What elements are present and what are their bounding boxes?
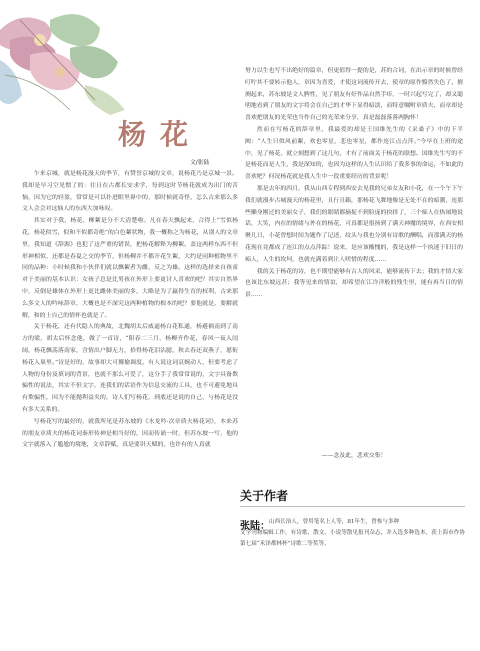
article-title: 杨花	[118, 118, 203, 151]
paragraph: 写杨花写的最好的，就我所见是苏东坡的《水龙吟·次章质夫杨花词》，本来苏的朋友章质夫的杨花词秦形传神是相当好的，因而传诵一时，但苏东坡一写，他的文字就落入了尴尬的境地，文章辞赋，真是要讲天赋的，也许有的人真就	[22, 418, 238, 449]
closing-line: ——念及此，悲欢交集！	[321, 453, 387, 459]
paragraph: 其实对于我，杨花、柳絮是分不大清楚啦。凡在春天飘起来，合得上“雪似杨花，杨花似雪，似和不似都奇绝”的白色絮状物，我一概称之为杨花，从别人的文章里，我知道《辞源》也犯了这严重的错误，把杨花解释为柳絮。盖这两样东西不但形神相似，还都是春夏之交的季节，但杨柳并不都开花生絮，大约是同种植物里不同的品种：小时候我和小伙伴们就以飘絮者为雌，反之为雄。这样的选择来自孩童对于美丽的基本认识：女孩子总是比男孩在外形上要更讨人喜欢的吧？其实自然界中，反倒是雄体在外形上更比雌体美丽的多，大略是为了赢得生育的权利，古来那么多文人的吟咏辞章，大概也是不深究这两种植物的根本的吧？要他就是，要解就解，和的上自己的情怀也就是了。	[22, 218, 238, 319]
author-bio-line2: 文学刊物编辑工作，有诗歌、散文、小说等散见报刊杂志，并入选多种选本，获上海市作协第七届“禾泽都林杯”诗歌二等奖等。	[240, 530, 465, 547]
author-name: 张陆：	[240, 521, 270, 532]
right-column	[245, 66, 463, 302]
paragraph: 我的关于杨花的诗，也不期望能够有古人的风采，能够流传下去；我的才情大家也该比东坡远甚；我等见来的情谊，却希望在江冷洋般的残生里，能有再当日的情景……	[245, 268, 463, 299]
paragraph: 乍来京城，就是杨花漫天的季节，有赞誉京城的文章，说杨花乃是京城一景。我却是早习空见惯了的：往日在古都长安求学，每到这时节杨花就成为出门的苦恼，因为它的轻盈，常常是可以扑进眼里鼻中的，那时候就奇怪，怎么古来那么多文人会会对这恼人的东西大加咏叹。	[22, 171, 238, 213]
about-author-heading: 关于作者	[240, 489, 289, 503]
article-byline: 文/张陆	[190, 160, 210, 166]
section-divider	[240, 506, 465, 507]
author-bio-line1: 山西长治人，曾用笔名上人等，81年生，曾参与多种	[269, 519, 400, 525]
paragraph: 然而在写杨花的辞章里，我最爱的却是王国维先生的《采桑子》中的下半阙：“人生只似风前絮，欢也零星，悲也零星，都作连江点点萍。”今早在上班的途中，见了杨花，就立刻想到了这几句，才有了前面关于杨花的联想。国维先生写的不是杨花而是人生，我是深知的，也因为这样的人生认识给了我多事的命运，不如此的喜欢吧？何况杨花就是我人生中一段重要经历的背景呢！	[245, 126, 463, 181]
left-column	[22, 169, 238, 452]
paragraph: 关于杨花，还有代隐人的典故，北魏胡太后威逼杨白花私通，杨避祸南到了南方的梁，胡太后怀念他，做了一首诗，“阳春二三月，杨柳齐作花，春风一夜入闺闼，杨花飘荡落南家，含情出户脚无力，拾得杨花泪沾臆，秋去春还双燕子，愿衔杨花入巢里。”诗是好的，故事却大可揶揄调度，有人说这词哀婉动人，但要考虑了人物的身份及填词的背景，也就不那么可爱了，这分手了我常常说的，文字具备欺骗性的说法，其实不但文字，连我们的话语作为信息交流的工具，也不可避免地具有欺骗性，因为不能抛利益夹的，诗人们写杨花，到底还是说的自己，与杨花是没有多大关系的。	[22, 324, 238, 413]
paragraph: 努力以生也写不出绝好的篇章，但更值得一提的是，苏的合词，在出示章的时候曾经叮咛其不要转示他人，章因为喜爱，才使这词流传开去，使章的原作黯然失色了，擅测起来，苏东坡是文人脾性，见了朋友有好作品自然手痒，一时兴起写完了，却又聪明地看到了朋友的文字将会在自己的才华下显得暗淡，而特意嘱咐章质夫，而章却是喜欢把朋友的光荣也当作自己的光荣来分享，真是磊磊落落两胸怀！	[245, 68, 463, 122]
paragraph: 那是去年的四月，我从山西专程到西安去见我的兄弟女友和小花，在一个午下午我们就漫步古城漫天的杨花里，且行且籁，那杨花飞舞地像是无处不在的暗潮，连那些懒身刚过的美丽女子，我们的眼睛都摘捉不到脸庞的抉择了，三个痴人在热闹地说话，大笑，内在的情绪与外在的杨花，可真都是很扬到了满天神魔的境界，在西安相聚几日，小花曾想时间为题作了记述，纹头与我也分别有诗歌的酬唱，而那满天的杨花现在竟都成了连江的点点萍踪！说来，是应该酸愧的，我是这样一个执迷于旧日的痴人，人生的坎坷，也就充满着到让人嗟惜的程度……	[245, 185, 463, 263]
watercolor-flower-illustration	[0, 0, 130, 118]
